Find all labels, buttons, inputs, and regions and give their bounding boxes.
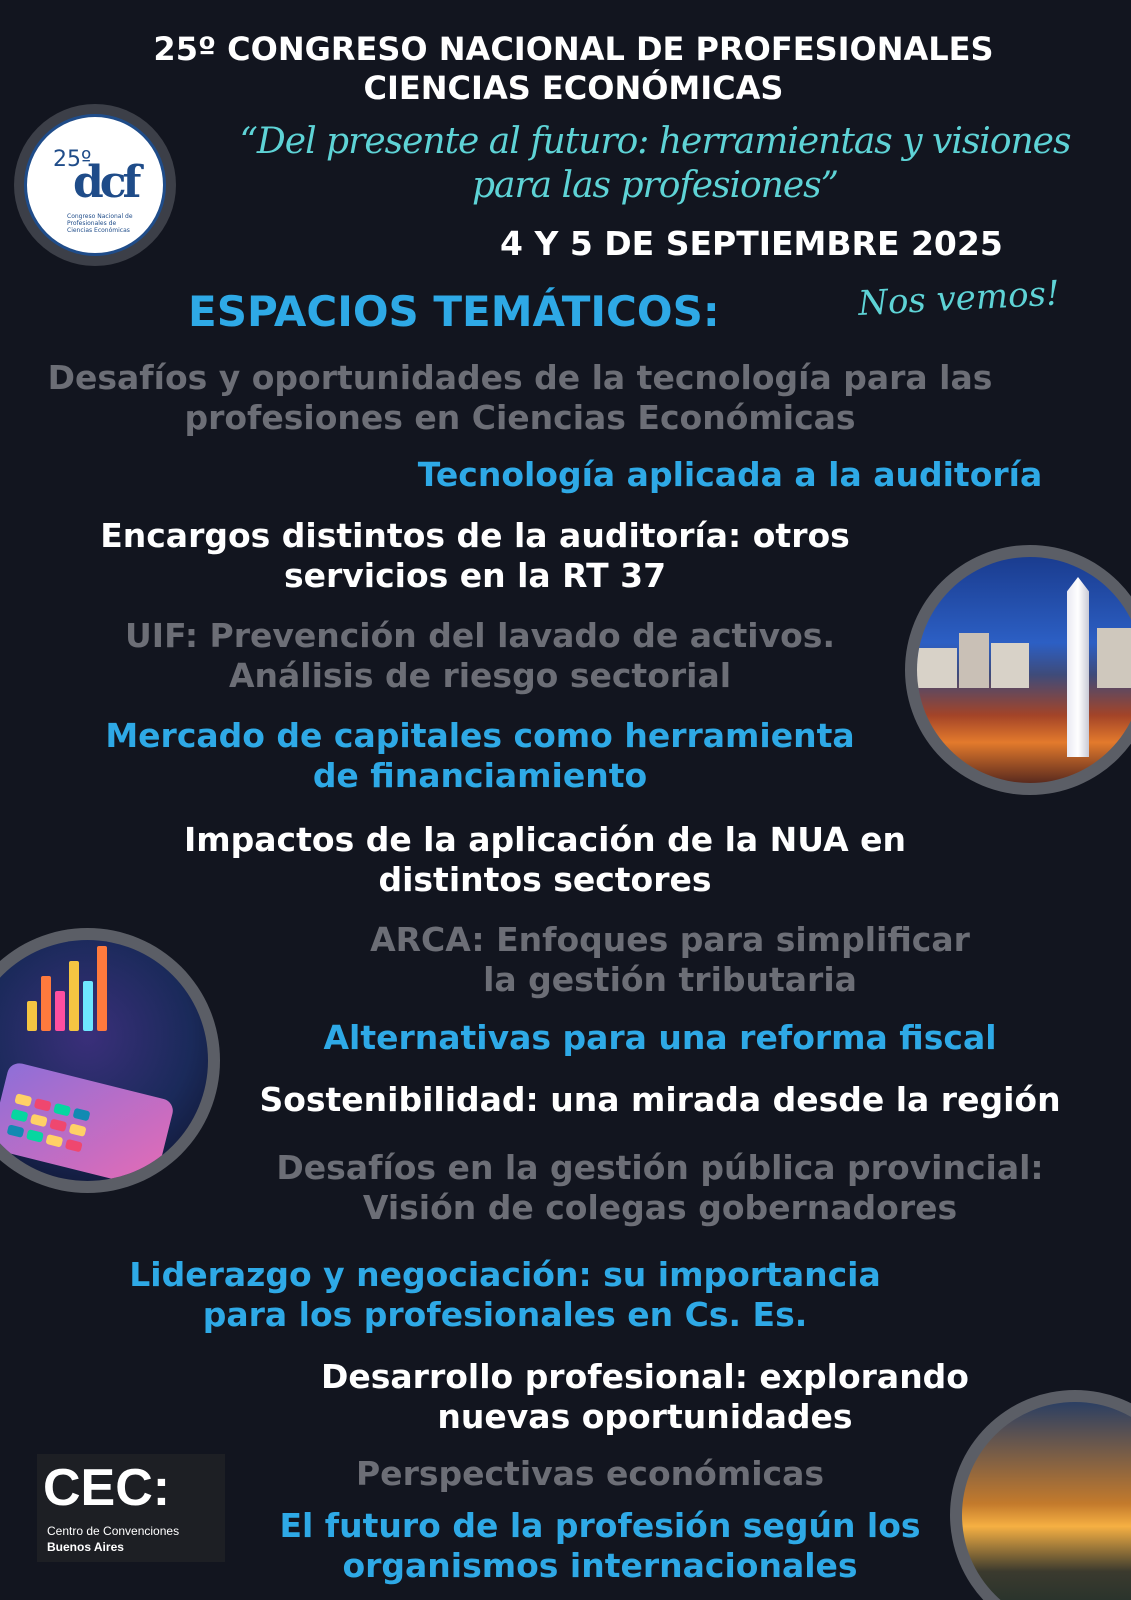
logo-caption: Congreso Nacional de Profesionales de Ciencias Económicas — [67, 213, 133, 234]
logo-number: 25º — [53, 147, 92, 172]
logo-mark: dcf — [73, 157, 138, 208]
topic-item: Mercado de capitales como herramienta de financiamiento — [105, 716, 855, 795]
topic-item: El futuro de la profesión según los organismos internacionales — [279, 1506, 921, 1585]
venue-name-line2: Buenos Aires — [47, 1540, 124, 1554]
obelisk-shape — [1067, 577, 1089, 757]
topic-item: Alternativas para una reforma fiscal — [323, 1018, 997, 1057]
congress-logo — [14, 104, 176, 266]
topic-item: ARCA: Enfoques para simplificar la gestión tributaria — [370, 920, 970, 999]
congress-logo-badge — [24, 114, 166, 256]
calculator-charts-photo — [0, 928, 220, 1193]
venue-logo-mark: CEC: — [43, 1459, 171, 1517]
topic-item: Liderazgo y negociación: su importancia para los profesionales en Cs. Es. — [129, 1255, 881, 1334]
topic-item: Sostenibilidad: una mirada desde la región — [259, 1080, 1061, 1119]
poster-title-line1: 25º CONGRESO NACIONAL DE PROFESIONALES — [153, 30, 994, 68]
poster-title-line2: CIENCIAS ECONÓMICAS — [363, 69, 784, 107]
topic-item: Impactos de la aplicación de la NUA en distintos sectores — [184, 820, 906, 899]
nos-vemos-tagline: Nos vemos! — [857, 273, 1061, 324]
topic-item: Desafíos en la gestión pública provincial: Visión de colegas gobernadores — [276, 1148, 1044, 1227]
venue-logo — [37, 1454, 225, 1562]
topic-item: Desarrollo profesional: explorando nuevas oportunidades — [321, 1357, 969, 1436]
section-title: ESPACIOS TEMÁTICOS: — [188, 287, 720, 336]
topic-item: Desafíos y oportunidades de la tecnología para las profesiones en Ciencias Económicas — [47, 358, 993, 437]
topic-item: Encargos distintos de la auditoría: otros servicios en la RT 37 — [100, 516, 850, 595]
buenos-aires-obelisk-photo — [905, 545, 1131, 795]
topic-item: UIF: Prevención del lavado de activos. Análisis de riesgo sectorial — [125, 616, 835, 695]
topic-item: Perspectivas económicas — [356, 1454, 824, 1493]
calculator-shape — [0, 1061, 175, 1181]
venue-name-line1: Centro de Convenciones — [47, 1524, 180, 1538]
topic-item: Tecnología aplicada a la auditoría — [417, 455, 1043, 494]
event-date: 4 Y 5 DE SEPTIEMBRE 2025 — [500, 224, 1003, 263]
poster-motto: “Del presente al futuro: herramientas y visiones para las profesiones” — [239, 121, 1071, 206]
